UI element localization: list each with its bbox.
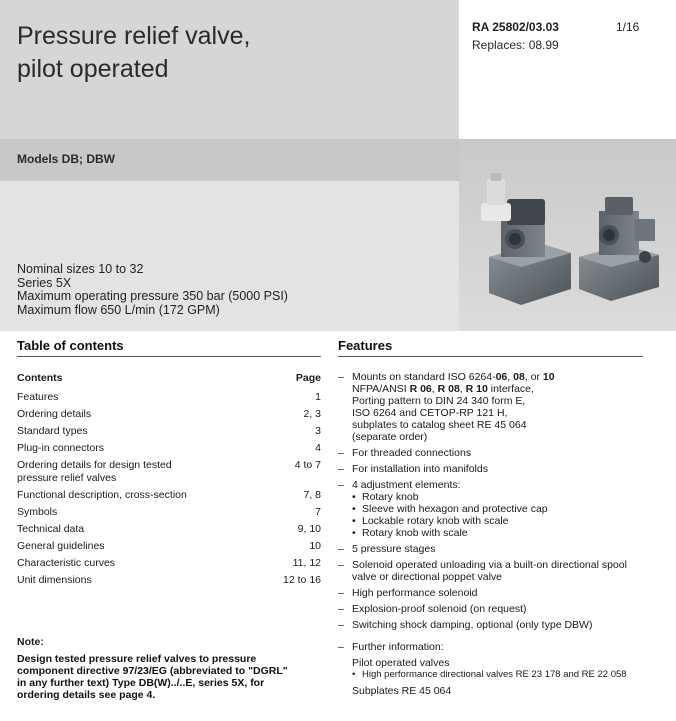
toc-item[interactable]	[17, 540, 321, 553]
toc-item-page: 4	[315, 442, 321, 454]
feature-line	[352, 383, 658, 395]
toc-item-page: 10	[309, 540, 321, 552]
document-number: RA 25802/03.03	[472, 20, 559, 34]
toc-item[interactable]	[17, 574, 321, 587]
toc-item-page: 7	[315, 506, 321, 518]
toc-item-page: 9, 10	[297, 523, 321, 535]
feature-item: – High performance solenoid	[338, 587, 658, 599]
title-line-1: Pressure relief valve,	[17, 22, 251, 50]
text: ,	[507, 371, 514, 383]
text: ,	[459, 383, 466, 395]
toc-item[interactable]	[17, 557, 321, 570]
adjustment-item: • Sleeve with hexagon and protective cap	[352, 503, 658, 515]
toc-item-label-cont: pressure relief valves	[17, 472, 117, 484]
text-bold: 10	[542, 371, 555, 383]
toc-item-label: Functional description, cross-section	[17, 489, 187, 501]
adjustment-item: • Rotary knob	[352, 491, 658, 503]
replaces-text: Replaces: 08.99	[472, 38, 559, 52]
toc-item[interactable]	[17, 442, 321, 455]
text: , or	[524, 371, 543, 383]
toc-item-label: General guidelines	[17, 540, 105, 552]
page-title	[17, 20, 250, 86]
toc-item-page: 1	[315, 391, 321, 403]
toc-heading: Table of contents	[17, 338, 124, 353]
text-bold: R 08	[437, 383, 460, 395]
toc-item-page: 3	[315, 425, 321, 437]
note-line: in any further text) Type DB(W)../..E, series 5X, for	[17, 677, 265, 689]
further-info-list	[352, 669, 658, 681]
text: Mounts on standard ISO 6264-	[352, 371, 496, 383]
feature-line: – Solenoid operated unloading via a built-on directional spool	[352, 559, 627, 571]
spec-line: Maximum operating pressure 350 bar (5000 PSI)	[17, 289, 288, 303]
text: NFPA/ANSI	[352, 383, 410, 395]
toc-item-page: 7, 8	[303, 489, 321, 501]
further-info-item: • High performance directional valves RE 23 178 and RE 22 058	[352, 669, 658, 681]
feature-line: ISO 6264 and CETOP-RP 121 H,	[352, 407, 508, 419]
text-bold: 08	[513, 371, 525, 383]
toc-item-label: Characteristic curves	[17, 557, 116, 569]
toc-item[interactable]	[17, 523, 321, 536]
toc-item[interactable]	[17, 425, 321, 438]
text: ,	[431, 383, 438, 395]
toc-list	[17, 391, 321, 591]
toc-col-page: Page	[295, 372, 321, 384]
feature-item	[338, 479, 658, 539]
feature-item: – Switching shock damping, optional (only type DBW)	[338, 619, 658, 631]
spec-line: Series 5X	[17, 275, 72, 290]
note-line: Design tested pressure relief valves to pressure	[17, 653, 257, 665]
toc-item-page: 4 to 7	[294, 459, 321, 471]
spec-line: Nominal sizes 10 to 32	[17, 262, 144, 276]
feature-line: valve or directional poppet valve	[352, 571, 503, 583]
feature-item: – 5 pressure stages	[338, 543, 658, 555]
page-number: 1/16	[616, 20, 640, 34]
text-bold: 06	[495, 371, 508, 383]
note-line: component directive 97/23/EG (abbreviated to "DGRL"	[17, 665, 288, 677]
feature-item: – For installation into manifolds	[338, 463, 658, 475]
toc-item-label: Symbols	[17, 506, 58, 518]
feature-line	[352, 371, 658, 383]
toc-item[interactable]	[17, 408, 321, 421]
toc-item-page: 2, 3	[303, 408, 321, 420]
feature-item: – Explosion-proof solenoid (on request)	[338, 603, 658, 615]
features-heading-rule	[338, 356, 643, 357]
toc-item-page: 11, 12	[292, 557, 321, 569]
toc-col-contents: Contents	[17, 372, 63, 384]
models-label: Models DB; DBW	[17, 152, 115, 166]
toc-item[interactable]	[17, 391, 321, 404]
text-bold: R 06	[409, 383, 432, 395]
note-body	[17, 653, 317, 701]
toc-item[interactable]	[17, 459, 321, 485]
features-heading: Features	[338, 338, 393, 353]
feature-line: Porting pattern to DIN 24 340 form E,	[352, 395, 526, 407]
feature-item: – For threaded connections	[338, 447, 658, 459]
feature-line: Pilot operated valves	[352, 657, 450, 669]
feature-line: Subplates RE 45 064	[352, 685, 452, 697]
feature-item	[338, 371, 658, 443]
toc-item-page: 12 to 16	[283, 574, 321, 586]
adjustment-item: • Rotary knob with scale	[352, 527, 658, 539]
feature-line: – Further information:	[352, 641, 444, 653]
adjustment-item: • Lockable rotary knob with scale	[352, 515, 658, 527]
valve-illustration	[459, 139, 676, 331]
spec-line: Maximum flow 650 L/min (172 GPM)	[17, 302, 220, 317]
toc-heading-rule	[17, 356, 321, 357]
feature-line: (separate order)	[352, 431, 428, 443]
toc-item-label: Standard types	[17, 425, 88, 437]
feature-item	[338, 559, 658, 583]
toc-item-label: Unit dimensions	[17, 574, 92, 586]
title-line-2: pilot operated	[17, 55, 169, 83]
toc-item-label: Ordering details for design tested	[17, 459, 172, 471]
product-photo	[459, 139, 676, 331]
feature-line: – 4 adjustment elements:	[352, 479, 461, 491]
toc-column-headers	[17, 372, 321, 384]
adjustment-list	[352, 491, 658, 539]
note-heading: Note:	[17, 636, 44, 648]
specs-block	[17, 263, 288, 317]
feature-line: subplates to catalog sheet RE 45 064	[352, 419, 527, 431]
toc-item[interactable]	[17, 506, 321, 519]
toc-item-label: Ordering details	[17, 408, 92, 420]
note-line: ordering details see page 4.	[17, 689, 156, 701]
toc-item-label: Features	[17, 391, 59, 403]
toc-item-label: Technical data	[17, 523, 85, 535]
toc-item-label: Plug-in connectors	[17, 442, 104, 454]
text-bold: R 10	[465, 383, 488, 395]
text: interface,	[487, 383, 534, 395]
toc-item[interactable]	[17, 489, 321, 502]
feature-item	[338, 641, 658, 697]
features-list	[338, 371, 658, 701]
